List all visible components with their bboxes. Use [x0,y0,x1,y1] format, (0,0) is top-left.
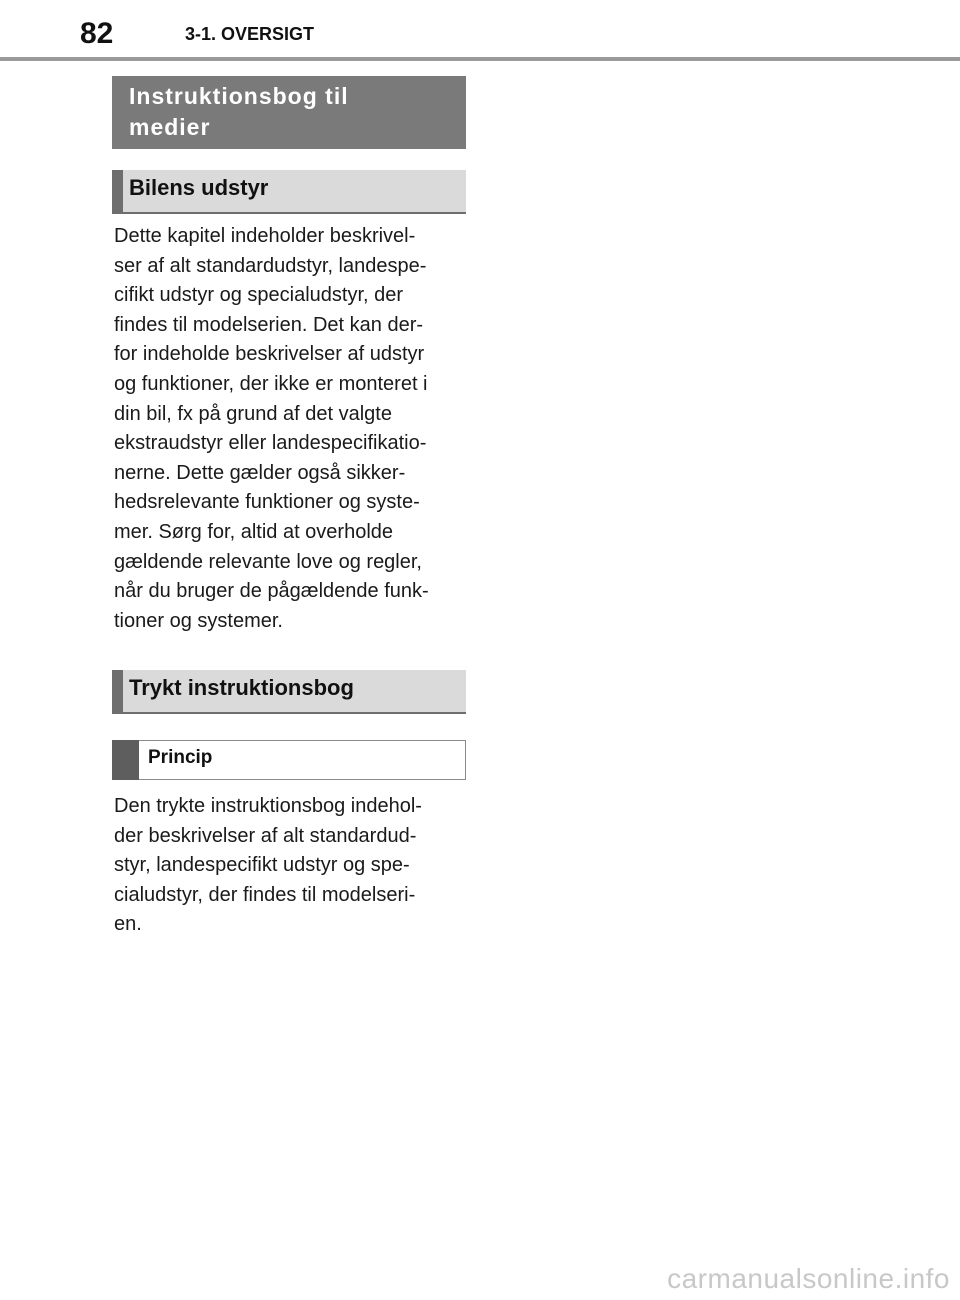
text-line: en. [114,913,142,936]
section-heading-trykt-instruktionsbog [112,670,466,714]
section-heading-text: Bilens udstyr [129,175,269,200]
text-line: din bil, fx på grund af det valgte [114,402,392,425]
section-heading-bilens-udstyr [112,170,466,214]
header-rule [0,57,960,61]
subsection-heading-text: Princip [148,747,213,768]
body-paragraph-trykt-instruktionsbog [114,792,474,940]
text-line: cialudstyr, der findes til modelseri- [114,883,416,906]
text-line: og funktioner, der ikke er monteret i [114,372,428,395]
text-line: for indeholde beskrivelser af udstyr [114,343,425,366]
text-line: mer. Sørg for, altid at overholde [114,520,394,543]
section-label: 3-1. OVERSIGT [185,24,315,44]
text-line: hedsrelevante funktioner og syste- [114,491,420,514]
text-line: styr, landespecifikt udstyr og spe- [114,854,410,877]
text-line: Den trykte instruktionsbog indehol- [114,795,422,817]
subsection-marker-bar [112,740,139,780]
chapter-title-box [112,76,466,149]
body-paragraph-bilens-udstyr [114,222,474,636]
text-line: når du bruger de pågældende funk- [114,580,429,603]
text-line: der beskrivelser af alt standardud- [114,824,417,847]
text-line: cifikt udstyr og specialudstyr, der [114,284,404,307]
text-line: findes til modelserien. Det kan der- [114,313,424,336]
text-line: tioner og systemer. [114,609,283,632]
section-heading-text: Trykt instruktionsbog [129,675,354,700]
text-line: ser af alt standardudstyr, landespe- [114,254,427,277]
watermark: carmanualsonline.info [667,1263,950,1294]
text-line: nerne. Dette gælder også sikker- [114,461,406,484]
text-line: Dette kapitel indeholder beskrivel- [114,225,416,247]
page-number: 82 [80,17,114,50]
subsection-heading-princip [112,740,466,780]
text-line: ekstraudstyr eller landespecifikatio- [114,432,427,455]
text-line: gældende relevante love og regler, [114,550,422,573]
chapter-title-line-2: medier [129,114,211,140]
chapter-title-line-1: Instruktionsbog til [129,83,349,109]
